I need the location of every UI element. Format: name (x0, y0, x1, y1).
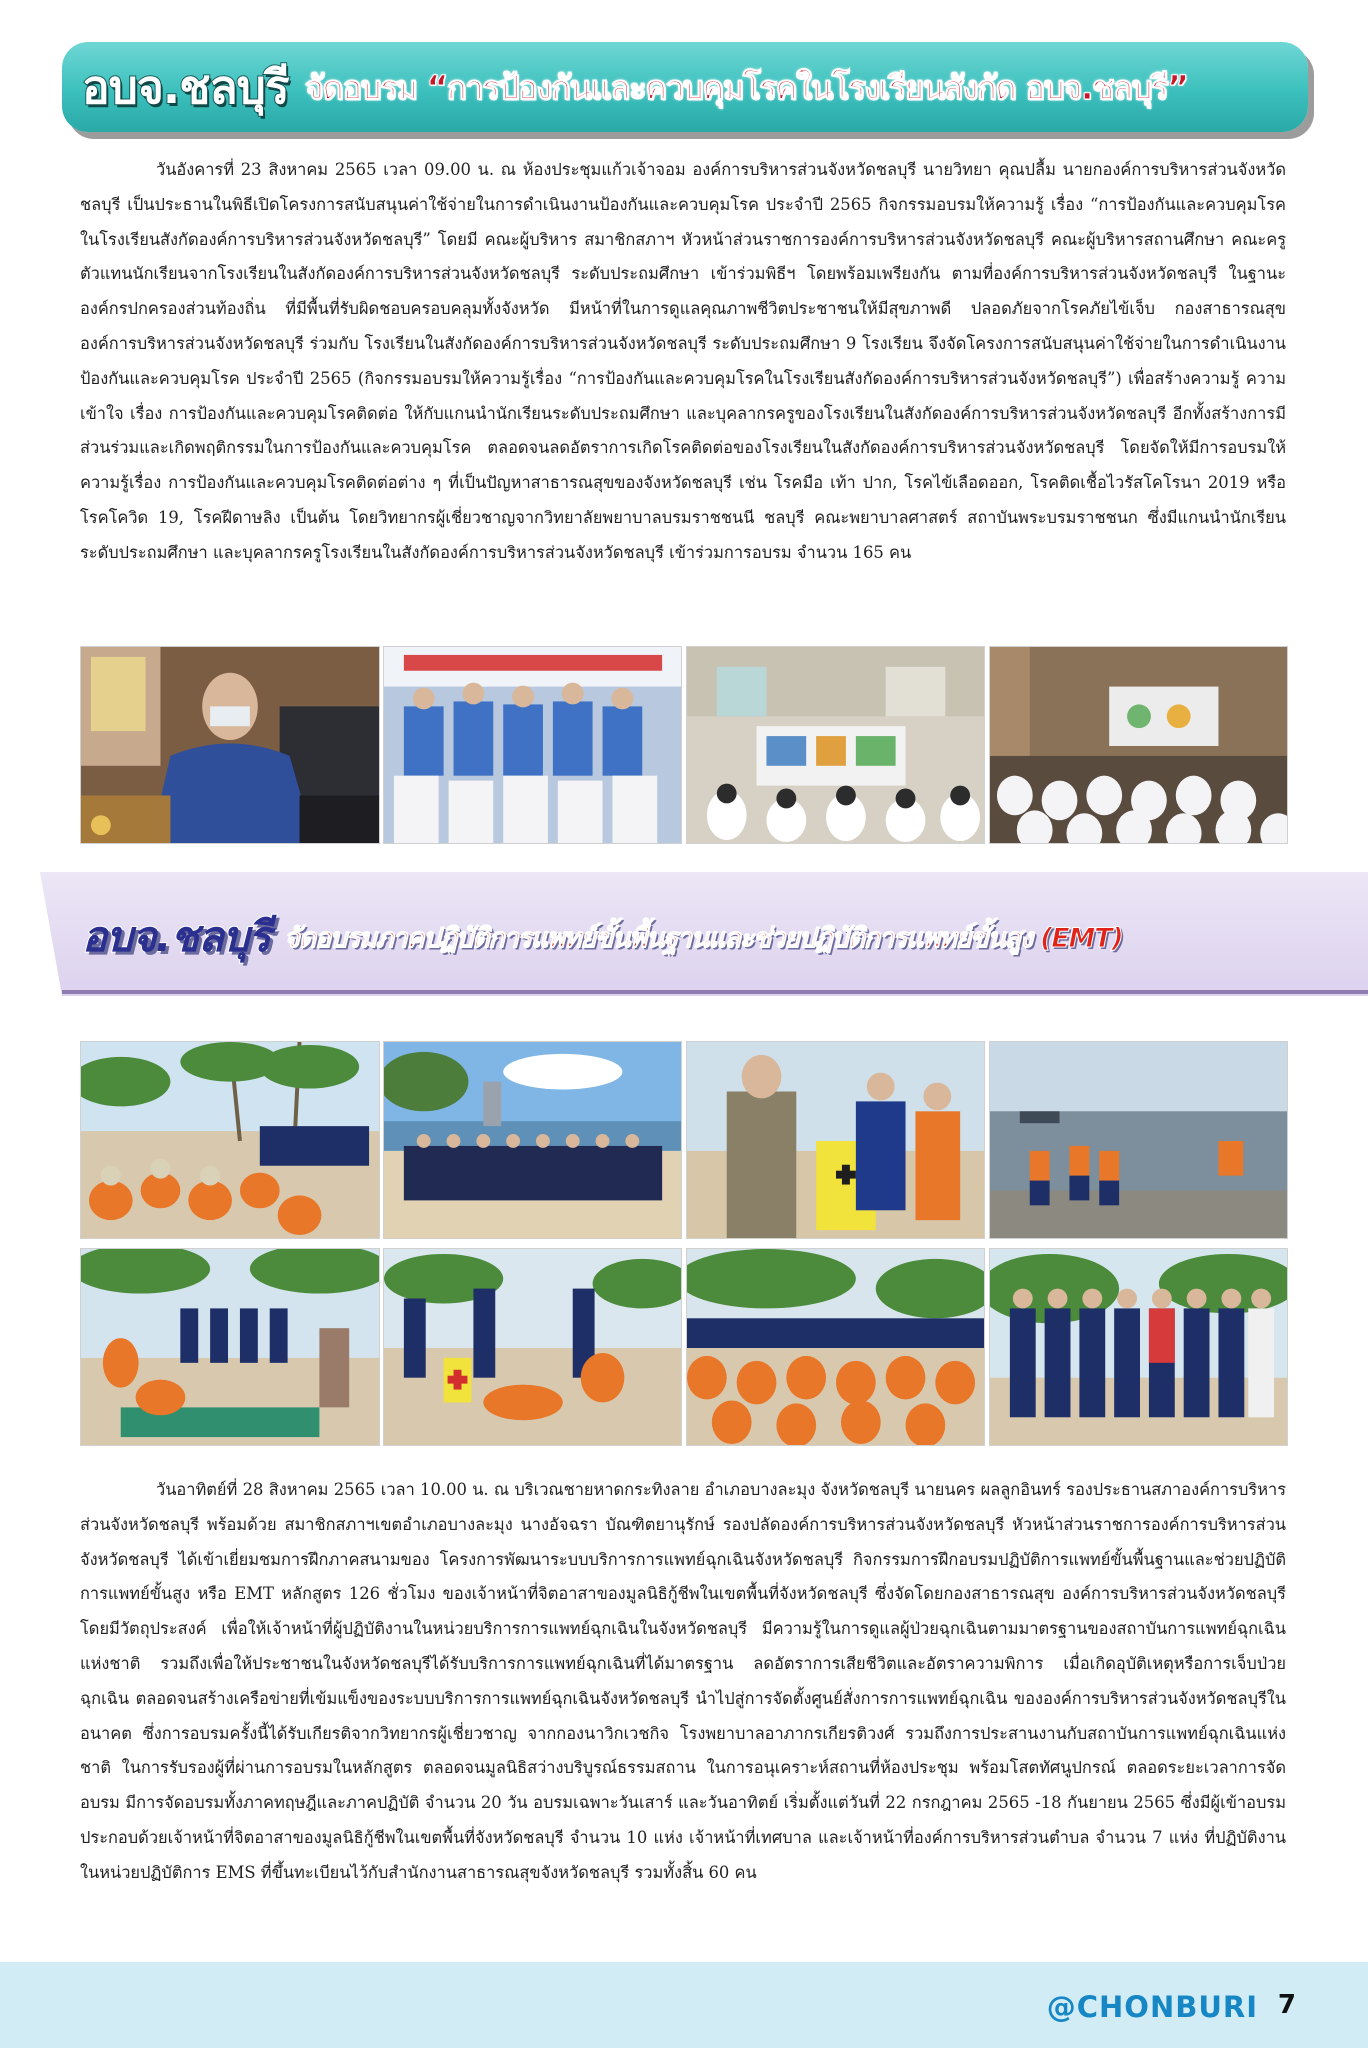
section2-body: วันอาทิตย์ที่ 28 สิงหาคม 2565 เวลา 10.00 น. ณ บริเวณชายหาดกระทิงลาย อำเภอบางละมุง จังหวัดชลบุรี นายนคร ผลลูกอินทร์ รองประธานสภาองค์การบริหารส่วนจังหวัดชลบุรี พร้อมด้วย สมาชิกสภาฯเขตอำเภอบางละมุง นางอัจฉรา บัณฑิตยานุรักษ์ รองปลัดองค์การบริหารส่วนจังหวัดชลบุรี หัวหน้าส่วนราชการองค์การบริหารส่วนจังหวัดชลบุรี ได้เข้าเยี่ยมชมการฝึกภาคสนามของ โครงการพัฒนาระบบบริการการแพทย์ฉุกเฉินจังหวัดชลบุรี กิจกรรมการฝึกอบรมปฏิบัติการแพทย์ขั้นพื้นฐานและช่วยปฏิบัติการแพทย์ขั้นสูง หรือ EMT หลักสูตร 126 ชั่วโมง ของเจ้าหน้าที่จิตอาสาของมูลนิธิกู้ชีพในเขตพื้นที่จังหวัดชลบุรี ซึ่งจัดโดยกองสาธารณสุข องค์การบริหารส่วนจังหวัดชลบุรี โดยมีวัตถุประสงค์ เพื่อให้เจ้าหน้าที่ผู้ปฏิบัติงานในหน่วยบริการการแพทย์ฉุกเฉินในจังหวัดชลบุรี มีความรู้ในการดูแลผู้ป่วยฉุกเฉินตามมาตรฐานของสถาบันการแพทย์ฉุกเฉินแห่งชาติ รวมถึงเพื่อให้ประชาชนในจังหวัดชลบุรีได้รับบริการการแพทย์ฉุกเฉินที่ได้มาตรฐาน ลดอัตราการเสียชีวิตและอัตราความพิการ เมื่อเกิดอุบัติเหตุหรือการเจ็บป่วยฉุกเฉิน ตลอดจนสร้างเครือข่ายที่เข้มแข็งของระบบบริการการแพทย์ฉุกเฉินจังหวัดชลบุรี นำไปสู่การจัดตั้งศูนย์สั่งการการแพทย์ฉุกเฉิน ขององค์การบริหารส่วนจังหวัดชลบุรีในอนาคต ซึ่งการอบรมครั้งนี้ได้รับเกียรติจากวิทยากรผู้เชี่ยวชาญ จากกองนาวิกเวชกิจ โรงพยาบาลอาภากรเกียรติวงศ์ รวมถึงการประสานงานกับสถาบันการแพทย์ฉุกเฉินแห่งชาติ ในการรับรองผู้ที่ผ่านการอบรมในหลักสูตร ตลอดจนมูลนิธิสว่างบริบูรณ์ธรรมสถาน ในการอนุเคราะห์สถานที่ห้องประชุม พร้อมโสตทัศนูปกรณ์ ตลอดระยะเวลาการจัดอบรม มีการจัดอบรมทั้งภาคทฤษฎีและภาคปฏิบัติ จำนวน 20 วัน อบรมเฉพาะวันเสาร์ และวันอาทิตย์ เริ่มตั้งแต่วันที่ 22 กรกฎาคม 2565 -18 กันยายน 2565 ซึ่งมีผู้เข้าอบรมประกอบด้วยเจ้าหน้าที่จิตอาสาของมูลนิธิกู้ชีพในเขตพื้นที่จังหวัดชลบุรี จำนวน 10 แห่ง เจ้าหน้าที่เทศบาล และเจ้าหน้าที่องค์การบริหารส่วนตำบล จำนวน 7 แห่ง ที่ปฏิบัติงานในหน่วยปฏิบัติการ EMS ที่ขึ้นทะเบียนไว้กับสำนักงานสาธารณสุขจังหวัดชลบุรี รวมทั้งสิ้น 60 คน (80, 1480, 1286, 1882)
photo-beach-group-photo (383, 1041, 682, 1239)
photo-officials-standing (989, 1248, 1288, 1446)
photo-beach-training-seated (80, 1041, 380, 1239)
page-number: 7 (1277, 1990, 1296, 2020)
section2-header-rule (62, 990, 1368, 994)
section2-brand: อบจ.ชลบุรี (82, 912, 270, 961)
photo-stretcher-drill (383, 1248, 682, 1446)
section2-title: จัดอบรมภาคปฏิบัติการแพทย์ขั้นพื้นฐานและช่วยปฏิบัติการแพทย์ขั้นสูง (EMT) (283, 922, 1123, 954)
section1-brand: อบจ.ชลบุรี (82, 59, 289, 114)
section1-header (62, 42, 1308, 132)
photo-trainees-briefing (686, 1248, 985, 1446)
photo-students-group (383, 646, 682, 844)
section1-body: วันอังคารที่ 23 สิงหาคม 2565 เวลา 09.00 น. ณ ห้องประชุมแก้วเจ้าจอม องค์การบริหารส่วนจังหวัดชลบุรี นายวิทยา คุณปลื้ม นายกองค์การบริหารส่วนจังหวัดชลบุรี เป็นประธานในพิธีเปิดโครงการสนับสนุนค่าใช้จ่ายในการดำเนินงานป้องกันและควบคุมโรค ประจำปี 2565 กิจกรรมอบรมให้ความรู้ เรื่อง “การป้องกันและควบคุมโรคในโรงเรียนสังกัดองค์การบริหารส่วนจังหวัดชลบุรี” โดยมี คณะผู้บริหาร สมาชิกสภาฯ หัวหน้าส่วนราชการองค์การบริหารส่วนจังหวัดชลบุรี คณะผู้บริหารสถานศึกษา คณะครู ตัวแทนนักเรียนจากโรงเรียนในสังกัดองค์การบริหารส่วนจังหวัดชลบุรี ระดับประถมศึกษา เข้าร่วมพิธีฯ โดยพร้อมเพรียงกัน ตามที่องค์การบริหารส่วนจังหวัดชลบุรี ในฐานะองค์กรปกครองส่วนท้องถิ่น ที่มีพื้นที่รับผิดชอบครอบคลุมทั้งจังหวัด มีหน้าที่ในการดูแลคุณภาพชีวิตประชาชนให้มีสุขภาพดี ปลอดภัยจากโรคภัยไข้เจ็บ กองสาธารณสุข องค์การบริหารส่วนจังหวัดชลบุรี ร่วมกับ โรงเรียนในสังกัดองค์การบริหารส่วนจังหวัดชลบุรี ระดับประถมศึกษา 9 โรงเรียน จึงจัดโครงการสนับสนุนค่าใช้จ่ายในการดำเนินงานป้องกันและควบคุมโรค ประจำปี 2565 (กิจกรรมอบรมให้ความรู้เรื่อง “การป้องกันและควบคุมโรคในโรงเรียนสังกัดองค์การบริหารส่วนจังหวัดชลบุรี”) เพื่อสร้างความรู้ ความเข้าใจ เรื่อง การป้องกันและควบคุมโรคติดต่อ ให้กับแกนนำนักเรียนระดับประถมศึกษา และบุคลากรครูของโรงเรียนในสังกัดองค์การบริหารส่วนจังหวัดชลบุรี อีกทั้งสร้างการมีส่วนร่วมและเกิดพฤติกรรมในการป้องกันและควบคุมโรค ตลอดจนลดอัตราการเกิดโรคติดต่อของโรงเรียนในสังกัดองค์การบริหารส่วนจังหวัดชลบุรี โดยจัดให้มีการอบรมให้ความรู้เรื่อง การป้องกันและควบคุมโรคติดต่อต่าง ๆ ที่เป็นปัญหาสาธารณสุขของจังหวัดชลบุรี เช่น โรคมือ เท้า ปาก, โรคไข้เลือดออก, โรคติดเชื้อไวรัสโคโรนา 2019 หรือโรคโควิด 19, โรคฝีดาษลิง เป็นต้น โดยวิทยากรผู้เชี่ยวชาญจากวิทยาลัยพยาบาลบรมราชชนนี ชลบุรี คณะพยาบาลศาสตร์ สถาบันพระบรมราชชนก ซึ่งมีแกนนำนักเรียนระดับประถมศึกษา และบุคลากรครูโรงเรียนในสังกัดองค์การบริหารส่วนจังหวัดชลบุรี เข้าร่วมการอบรม จำนวน 165 คน (80, 160, 1286, 562)
section2-header (82, 900, 1123, 974)
photo-official-speaking (80, 646, 380, 844)
photo-cpr-practice (80, 1248, 380, 1446)
photo-auditorium-students (989, 646, 1288, 844)
photo-water-rescue (989, 1041, 1288, 1239)
photo-first-aid-kit (686, 1041, 985, 1239)
section1-title: จัดอบรม “การป้องกันและควบคุมโรคในโรงเรียนสังกัด อบจ.ชลบุรี” (304, 67, 1188, 107)
footer-brand: @CHONBURI (1046, 1990, 1258, 2024)
photo-classroom-exhibition (686, 646, 985, 844)
